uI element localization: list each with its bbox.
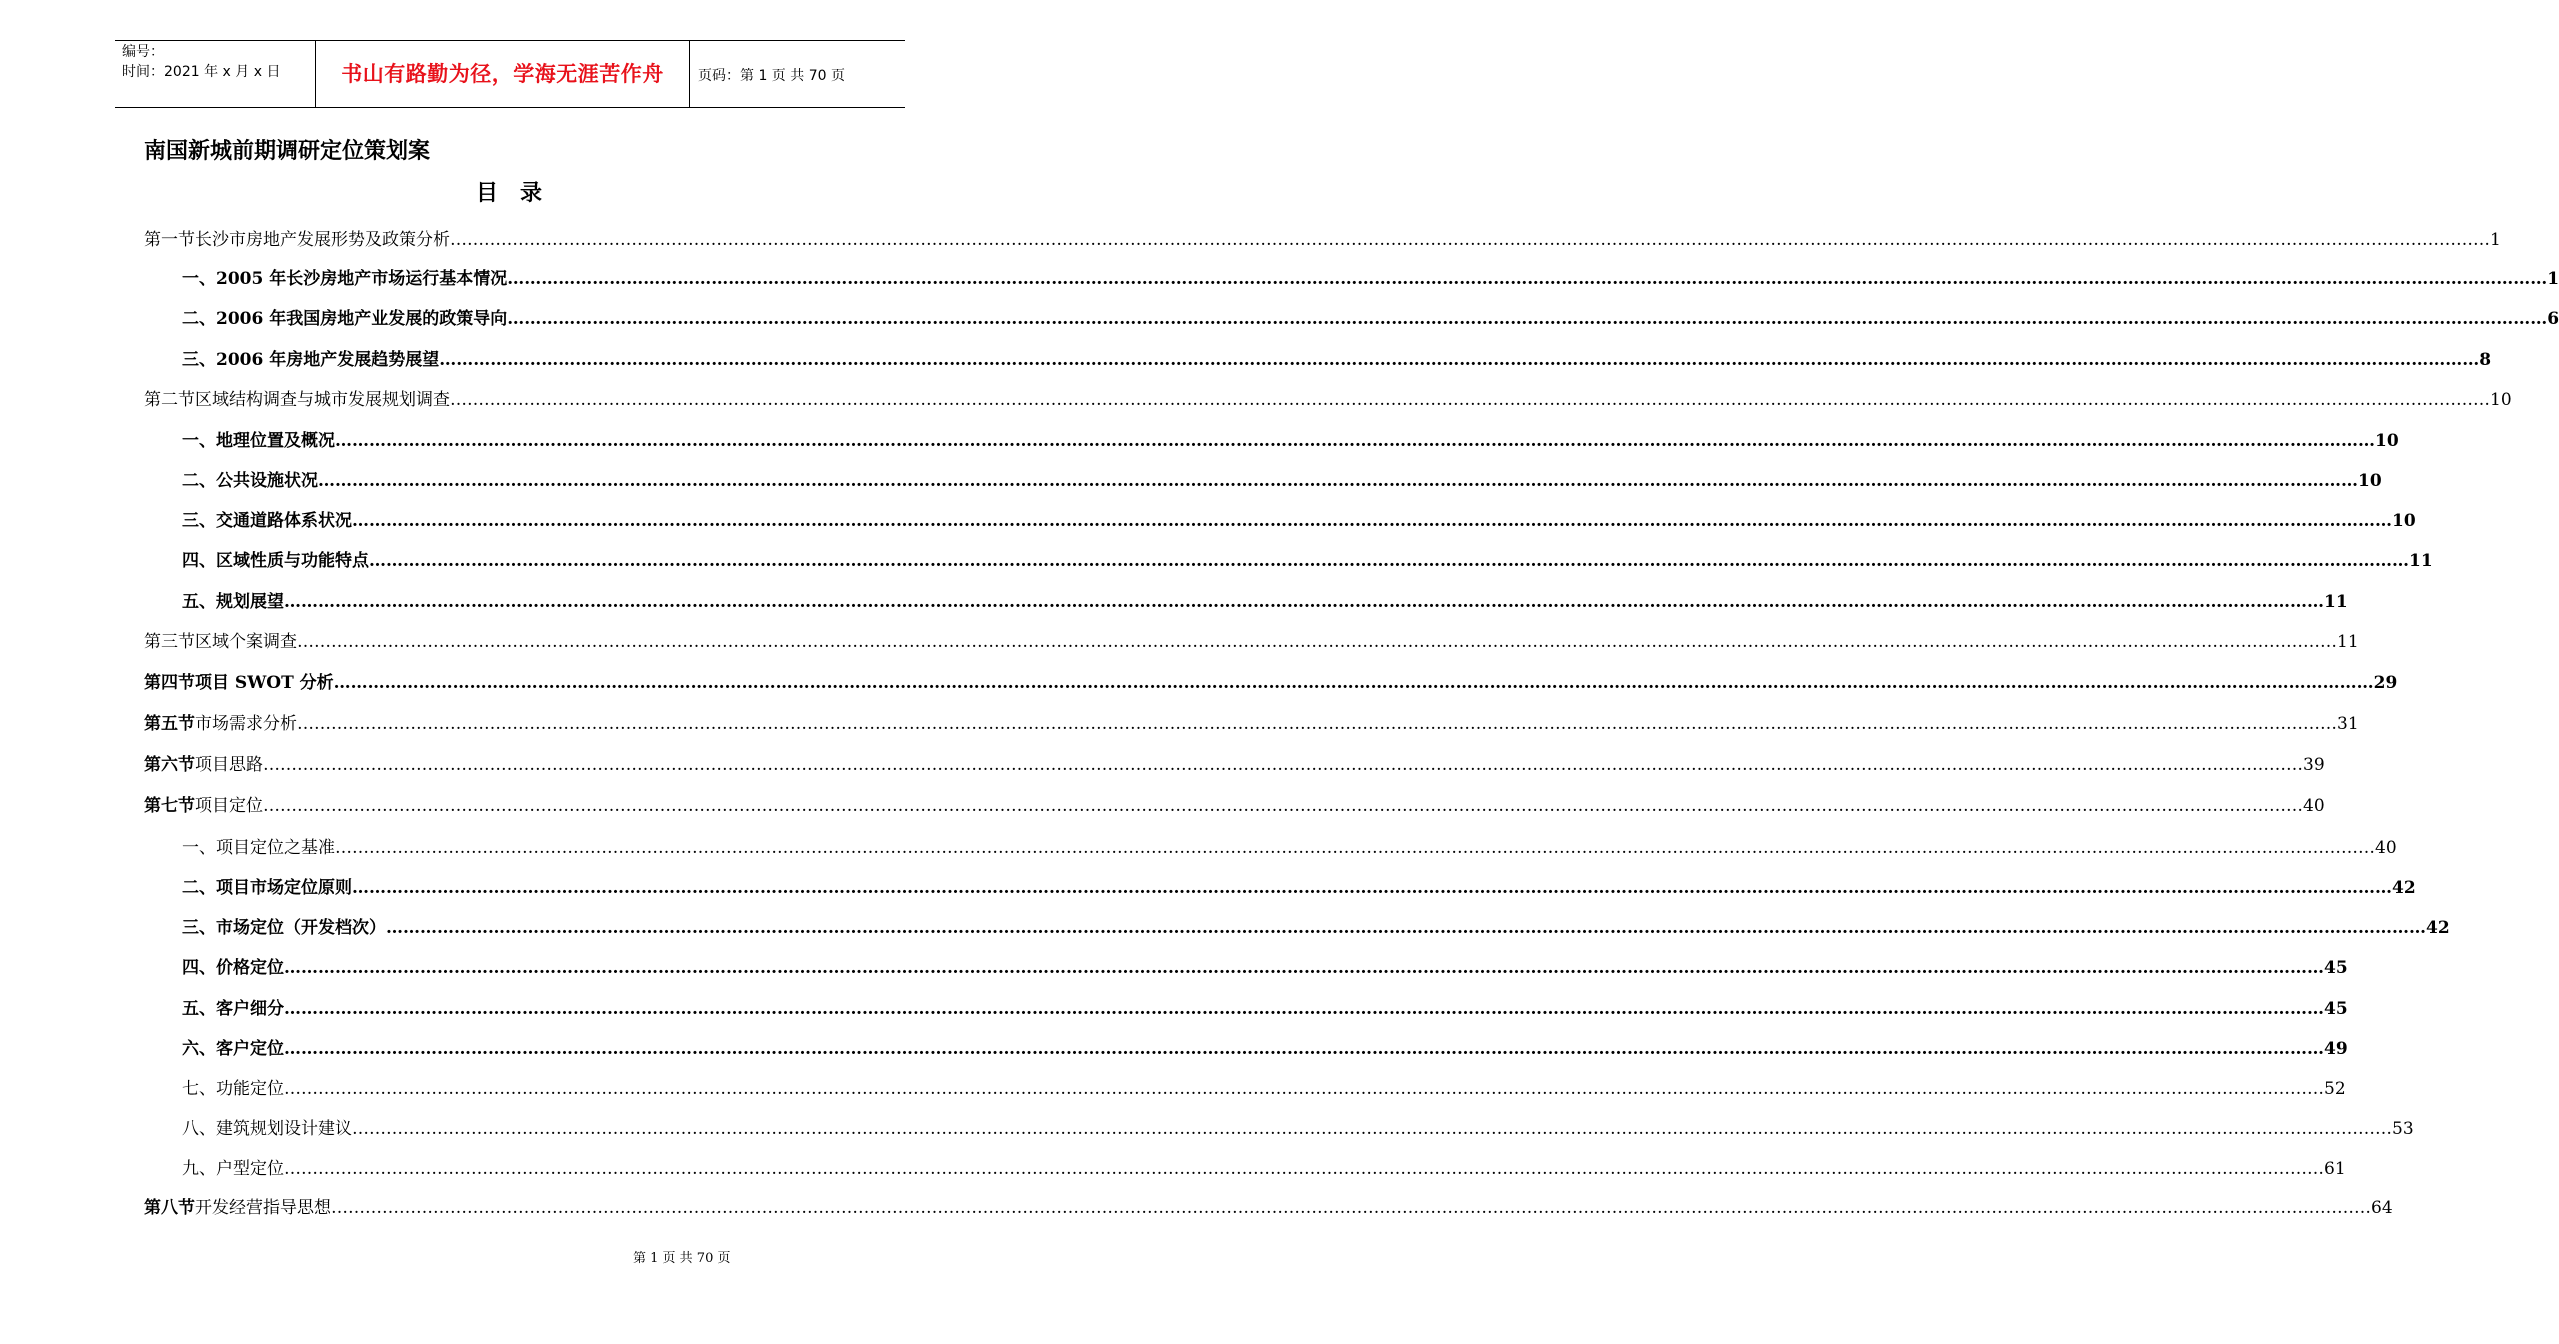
toc-entry[interactable] [144, 627, 2359, 653]
toc-entry[interactable] [144, 791, 2325, 817]
toc-entry-title: 项目定位 [195, 796, 263, 816]
toc-page-number: 31 [2337, 714, 2359, 734]
toc-entry[interactable] [144, 750, 2325, 776]
toc-entry-title: 三、市场定位（开发档次） [182, 918, 386, 938]
toc-leader-dots: ……………………………………………………………………………………………………………………………………………………………………………………………………………………………………………………………………………………………………………………………… [352, 1119, 2392, 1139]
document-title: 南国新城前期调研定位策划案 [144, 138, 431, 164]
toc-entry[interactable] [182, 1154, 2346, 1180]
header-top-rule [115, 40, 905, 41]
toc-leader-dots: ……………………………………………………………………………………………………………………………………………………………………………………………………………………………………………………………………………………………………………………………… [284, 592, 2324, 612]
toc-heading: 目录 [475, 180, 564, 206]
toc-section-number: 第一节 [144, 230, 195, 250]
toc-page-number: 1 [2490, 230, 2501, 250]
header-time: 时间：2021 年 x 月 x 日 [122, 64, 281, 80]
toc-entry[interactable] [182, 466, 2382, 492]
toc-page-number: 39 [2303, 755, 2325, 775]
toc-entry[interactable] [182, 264, 2559, 290]
toc-entry[interactable] [182, 953, 2348, 979]
toc-page-number: 40 [2375, 838, 2397, 858]
toc-leader-dots: ……………………………………………………………………………………………………………………………………………………………………………………………………………………………………………………………………………………………………………………………… [284, 1159, 2324, 1179]
toc-section-number: 第八节 [144, 1198, 195, 1218]
toc-entry[interactable] [182, 426, 2399, 452]
toc-entry-title: 五、客户细分 [182, 999, 284, 1019]
toc-leader-dots: ……………………………………………………………………………………………………………………………………………………………………………………………………………………………………………………………………………………………………………………………… [352, 511, 2392, 531]
toc-entry-title: 一、项目定位之基准 [182, 838, 335, 858]
toc-leader-dots: ……………………………………………………………………………………………………………………………………………………………………………………………………………………………………………………………………………………………………………………………… [335, 838, 2375, 858]
toc-section-number: 第五节 [144, 714, 195, 734]
toc-entry[interactable] [144, 668, 2398, 694]
toc-entry[interactable] [182, 1074, 2346, 1100]
toc-entry-title: 项目思路 [195, 755, 263, 775]
toc-page-number: 45 [2324, 999, 2348, 1019]
toc-leader-dots: ……………………………………………………………………………………………………………………………………………………………………………………………………………………………………………………………………………………………………………………………… [507, 269, 2548, 289]
header-bottom-rule [115, 107, 905, 108]
toc-leader-dots: ……………………………………………………………………………………………………………………………………………………………………………………………………………………………………………………………………………………………………………………………… [352, 878, 2392, 898]
toc-page-number: 1 [2547, 269, 2559, 289]
toc-leader-dots: ……………………………………………………………………………………………………………………………………………………………………………………………………………………………………………………………………………………………………………………………… [386, 918, 2426, 938]
toc-page-number: 52 [2324, 1079, 2346, 1099]
header-number: 编号： [122, 44, 164, 60]
toc-entry-title: 区域个案调查 [195, 632, 297, 652]
toc-entry-title: 二、2006 年我国房地产业发展的政策导向 [182, 309, 508, 329]
toc-leader-dots: ……………………………………………………………………………………………………………………………………………………………………………………………………………………………………………………………………………………………………………………………… [284, 1079, 2324, 1099]
toc-entry-title: 五、规划展望 [182, 592, 284, 612]
toc-page-number: 8 [2479, 350, 2492, 370]
toc-leader-dots: ……………………………………………………………………………………………………………………………………………………………………………………………………………………………………………………………………………………………………………………………… [263, 755, 2303, 775]
toc-entry[interactable] [182, 873, 2416, 899]
header-meta [122, 42, 280, 82]
toc-page-number: 6 [2547, 309, 2559, 329]
toc-leader-dots: ……………………………………………………………………………………………………………………………………………………………………………………………………………………………………………………………………………………………………………………………… [450, 390, 2490, 410]
toc-entry-title: 一、地理位置及概况 [182, 431, 335, 451]
toc-page-number: 10 [2375, 431, 2399, 451]
toc-entry[interactable] [144, 1193, 2393, 1219]
toc-entry-title: 七、功能定位 [182, 1079, 284, 1099]
toc-entry[interactable] [182, 833, 2397, 859]
toc-entry[interactable] [182, 587, 2348, 613]
toc-entry[interactable] [182, 506, 2416, 532]
toc-entry-title: 六、客户定位 [182, 1039, 284, 1059]
toc-section-number: 第四节 [144, 673, 195, 693]
toc-entry[interactable] [144, 385, 2512, 411]
toc-leader-dots: ……………………………………………………………………………………………………………………………………………………………………………………………………………………………………………………………………………………………………………………………… [263, 796, 2303, 816]
toc-page-number: 61 [2324, 1159, 2346, 1179]
toc-entry-title: 区域结构调查与城市发展规划调查 [195, 390, 450, 410]
toc-entry[interactable] [182, 1034, 2348, 1060]
toc-page-number: 29 [2373, 673, 2398, 693]
toc-entry-title: 四、价格定位 [182, 958, 284, 978]
toc-section-number: 第三节 [144, 632, 195, 652]
toc-entry[interactable] [182, 1114, 2414, 1140]
toc-page-number: 11 [2337, 632, 2359, 652]
toc-page-number: 10 [2490, 390, 2512, 410]
toc-leader-dots: ……………………………………………………………………………………………………………………………………………………………………………………………………………………………………………………………………………………………………………………………… [333, 673, 2374, 693]
toc-leader-dots: ……………………………………………………………………………………………………………………………………………………………………………………………………………………………………………………………………………………………………………………………… [331, 1198, 2371, 1218]
toc-entry-title: 四、区域性质与功能特点 [182, 551, 369, 571]
toc-page-number: 53 [2392, 1119, 2414, 1139]
toc-section-number: 第六节 [144, 755, 195, 775]
toc-page-number: 42 [2392, 878, 2416, 898]
toc-entry[interactable] [144, 225, 2501, 251]
toc-entry-title: 三、2006 年房地产发展趋势展望 [182, 350, 440, 370]
toc-page-number: 10 [2358, 471, 2382, 491]
toc-section-number: 第二节 [144, 390, 195, 410]
toc-entry[interactable] [182, 345, 2492, 371]
toc-entry-title: 三、交通道路体系状况 [182, 511, 352, 531]
toc-entry-title: 九、户型定位 [182, 1159, 284, 1179]
toc-entry[interactable] [182, 994, 2348, 1020]
toc-entry[interactable] [182, 546, 2433, 572]
toc-leader-dots: ……………………………………………………………………………………………………………………………………………………………………………………………………………………………………………………………………………………………………………………………… [450, 230, 2490, 250]
header-page-info: 页码：第 1 页 共 70 页 [698, 68, 845, 84]
toc-page-number: 45 [2324, 958, 2348, 978]
toc-leader-dots: ……………………………………………………………………………………………………………………………………………………………………………………………………………………………………………………………………………………………………………………………… [439, 350, 2480, 370]
toc-leader-dots: ……………………………………………………………………………………………………………………………………………………………………………………………………………………………………………………………………………………………………………………………… [297, 632, 2337, 652]
toc-entry-title: 项目 SWOT 分析 [195, 673, 334, 693]
toc-page-number: 64 [2371, 1198, 2393, 1218]
toc-entry-title: 长沙市房地产发展形势及政策分析 [195, 230, 450, 250]
toc-entry-title: 市场需求分析 [195, 714, 297, 734]
toc-page-number: 40 [2303, 796, 2325, 816]
toc-page-number: 11 [2409, 551, 2433, 571]
toc-entry-title: 二、项目市场定位原则 [182, 878, 352, 898]
toc-leader-dots: ……………………………………………………………………………………………………………………………………………………………………………………………………………………………………………………………………………………………………………………………… [507, 309, 2548, 329]
toc-leader-dots: ……………………………………………………………………………………………………………………………………………………………………………………………………………………………………………………………………………………………………………………………… [335, 431, 2375, 451]
header-divider-right [689, 40, 690, 107]
toc-entry-title: 开发经营指导思想 [195, 1198, 331, 1218]
toc-page-number: 42 [2426, 918, 2450, 938]
toc-page-number: 11 [2324, 592, 2348, 612]
toc-leader-dots: ……………………………………………………………………………………………………………………………………………………………………………………………………………………………………………………………………………………………………………………………… [284, 1039, 2324, 1059]
page-footer: 第 1 页 共 70 页 [633, 1251, 731, 1266]
toc-leader-dots: ……………………………………………………………………………………………………………………………………………………………………………………………………………………………………………………………………………………………………………………………… [369, 551, 2409, 571]
toc-page-number: 49 [2324, 1039, 2348, 1059]
toc-entry-title: 八、建筑规划设计建议 [182, 1119, 352, 1139]
toc-leader-dots: ……………………………………………………………………………………………………………………………………………………………………………………………………………………………………………………………………………………………………………………………… [318, 471, 2358, 491]
toc-entry[interactable] [144, 709, 2359, 735]
toc-entry-title: 二、公共设施状况 [182, 471, 318, 491]
toc-entry[interactable] [182, 913, 2450, 939]
toc-leader-dots: ……………………………………………………………………………………………………………………………………………………………………………………………………………………………………………………………………………………………………………………………… [284, 958, 2324, 978]
toc-entry[interactable] [182, 304, 2559, 330]
toc-leader-dots: ……………………………………………………………………………………………………………………………………………………………………………………………………………………………………………………………………………………………………………………………… [297, 714, 2337, 734]
toc-section-number: 第七节 [144, 796, 195, 816]
toc-leader-dots: ……………………………………………………………………………………………………………………………………………………………………………………………………………………………………………………………………………………………………………………………… [284, 999, 2324, 1019]
toc-page-number: 10 [2392, 511, 2416, 531]
toc-entry-title: 一、2005 年长沙房地产市场运行基本情况 [182, 269, 508, 289]
header-motto: 书山有路勤为径，学海无涯苦作舟 [341, 61, 664, 86]
